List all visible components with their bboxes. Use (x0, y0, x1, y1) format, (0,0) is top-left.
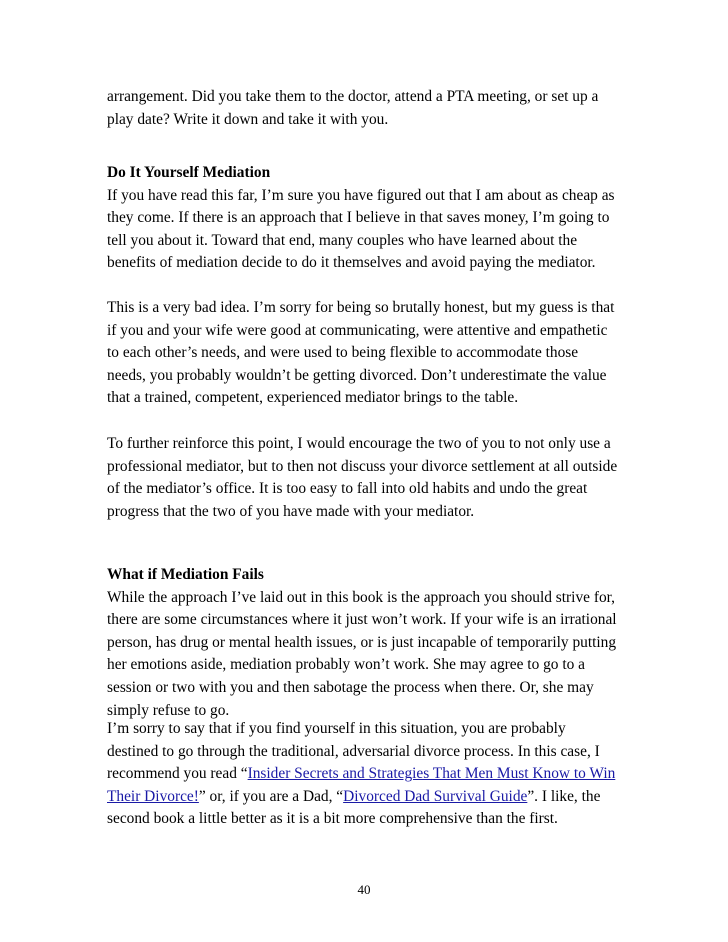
intro-paragraph: arrangement. Did you take them to the doctor, attend a PTA meeting, or set up a play date? Write it down and take it with you. (107, 88, 599, 128)
section-heading-mediation-fails: What if Mediation Fails (107, 566, 264, 583)
paragraph-diy-3: To further reinforce this point, I would encourage the two of you to not only use a professional mediator, but to then not discuss your divorce settlement at all outside of the mediator’s office. It is too easy to fall into old habits and undo the great progress that the two of you have made with your mediator. (107, 435, 618, 520)
section-mediation-fails (107, 564, 619, 722)
page-number: 40 (357, 882, 371, 897)
paragraph-fails-2-text-2: ” or, if you are a Dad, “ (198, 787, 344, 805)
paragraph-fails-2 (107, 718, 619, 831)
link-insider-secrets[interactable]: Insider Secrets and Strategies That Men Must Know to Win Their Divorce! (107, 765, 616, 805)
section-diy-mediation (107, 162, 619, 275)
section-heading-diy-mediation: Do It Yourself Mediation (107, 164, 271, 181)
paragraph-fails-1: While the approach I’ve laid out in this book is the approach you should strive for, there are some circumstances where it just won’t work. If your wife is an irrational person, has drug or mental health issues, or is just incapable of temporarily putting her emotions aside, mediation probably won’t work. She may agree to go to a session or two with you and then sabotage the process when there. Or, she may simply refuse to go. (107, 588, 617, 719)
paragraph-fails-2-block (107, 718, 619, 831)
paragraph-diy-2: This is a very bad idea. I’m sorry for being so brutally honest, but my guess is that if you and your wife were good at communicating, were attentive and empathetic to each other’s needs, and were used to being flexible to accommodate those needs, you probably wouldn’t be getting divorced. Don’t underestimate the value that a trained, competent, experienced mediator brings to the table. (107, 299, 615, 407)
link-divorced-dad-guide[interactable]: Divorced Dad Survival Guide (343, 787, 528, 805)
paragraph-diy-3-block (107, 433, 619, 523)
intro-block (107, 86, 619, 131)
paragraph-fails-2-text-3: ”. I like, the second book a little better as it is a bit more comprehensive than the first. (107, 787, 601, 828)
paragraph-diy-1: If you have read this far, I’m sure you have figured out that I am about as cheap as they come. If there is an approach that I believe in that saves money, I’m going to tell you about it. Toward that end, many couples who have learned about the benefits of mediation decide to do it themselves and avoid paying the mediator. (107, 186, 615, 272)
paragraph-fails-2-text-1: I’m sorry to say that if you find yourself in this situation, you are probably destined to go through the traditional, adversarial divorce process. In this case, I recommend you read “ (107, 720, 600, 783)
paragraph-diy-2-block (107, 297, 619, 410)
